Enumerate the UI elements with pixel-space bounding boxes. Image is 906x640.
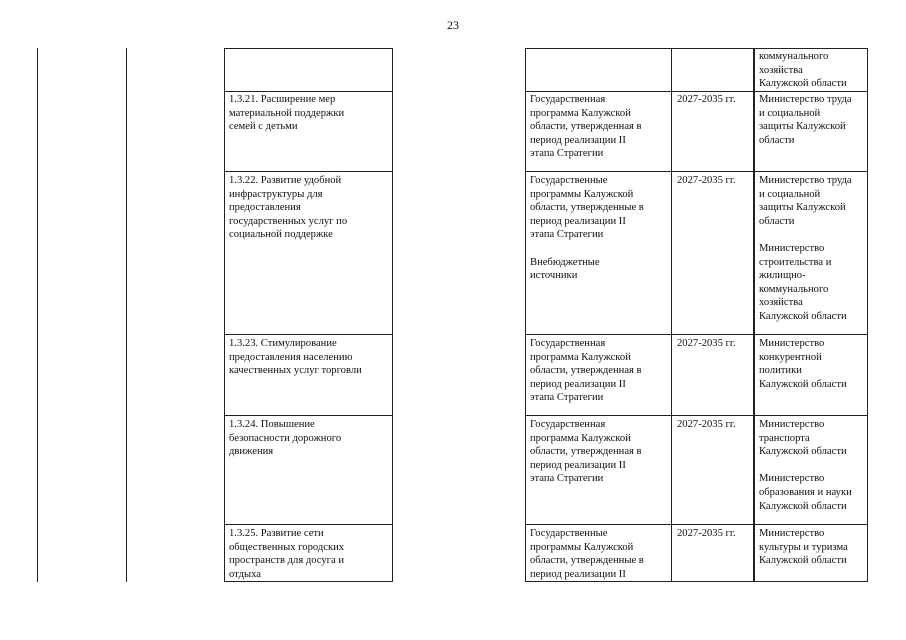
measure-cell: 1.3.23. Стимулирование предоставления населению качественных услуг торговли: [229, 338, 362, 377]
row-divider: [525, 415, 868, 416]
col-divider: [392, 48, 393, 582]
period-cell: 2027-2035 гг.: [677, 94, 736, 105]
period-cell: 2027-2035 гг.: [677, 528, 736, 539]
source-cell: Государственная программа Калужской области, утвержденная в период реализации II этапа Стратегии: [530, 94, 642, 160]
row-divider: [525, 524, 868, 525]
row-divider: [224, 91, 393, 92]
row-divider: [525, 91, 868, 92]
executor-continuation: коммунального хозяйства Калужской области: [759, 51, 847, 90]
col-divider: [867, 48, 868, 582]
row-divider: [224, 415, 393, 416]
executor-cell: Министерство труда и социальной защиты Калужской области: [759, 94, 852, 146]
executor-cell: Министерство труда и социальной защиты Калужской области Министерство строительства и жилищно- коммунального хозяйства Калужской области: [759, 175, 852, 322]
measure-cell: 1.3.24. Повышение безопасности дорожного движения: [229, 419, 342, 458]
row-divider: [525, 48, 868, 49]
source-cell: Государственные программы Калужской области, утвержденные в период реализации II этапа Стратегии Внебюджетные источники: [530, 175, 644, 282]
col-divider: [224, 48, 225, 582]
page-number: 23: [447, 18, 459, 32]
col-divider: [525, 48, 526, 582]
col-divider: [126, 48, 127, 582]
col-divider: [754, 48, 755, 582]
period-cell: 2027-2035 гг.: [677, 175, 736, 186]
row-divider: [525, 334, 868, 335]
row-divider: [224, 524, 393, 525]
row-divider: [525, 171, 868, 172]
executor-cell: Министерство транспорта Калужской области Министерство образования и науки Калужской области: [759, 419, 852, 512]
period-cell: 2027-2035 гг.: [677, 419, 736, 430]
source-cell: Государственная программа Калужской области, утвержденная в период реализации II этапа Стратегии: [530, 338, 642, 404]
executor-cell: Министерство конкурентной политики Калужской области: [759, 338, 847, 390]
row-divider: [224, 334, 393, 335]
measure-cell: 1.3.21. Расширение мер материальной поддержки семей с детьми: [229, 94, 345, 133]
source-cell: Государственная программа Калужской области, утвержденная в период реализации II этапа Стратегии: [530, 419, 642, 485]
col-divider: [37, 48, 38, 582]
executor-cell: Министерство культуры и туризма Калужской области: [759, 528, 848, 567]
source-cell: Государственные программы Калужской области, утвержденные в период реализации II: [530, 528, 644, 580]
row-divider: [224, 171, 393, 172]
row-divider: [224, 48, 393, 49]
measure-cell: 1.3.22. Развитие удобной инфраструктуры для предоставления государственных услуг по социальной поддержке: [229, 175, 348, 241]
period-cell: 2027-2035 гг.: [677, 338, 736, 349]
measure-cell: 1.3.25. Развитие сети общественных городских пространств для досуга и отдыха: [229, 528, 345, 580]
col-divider: [671, 48, 672, 582]
